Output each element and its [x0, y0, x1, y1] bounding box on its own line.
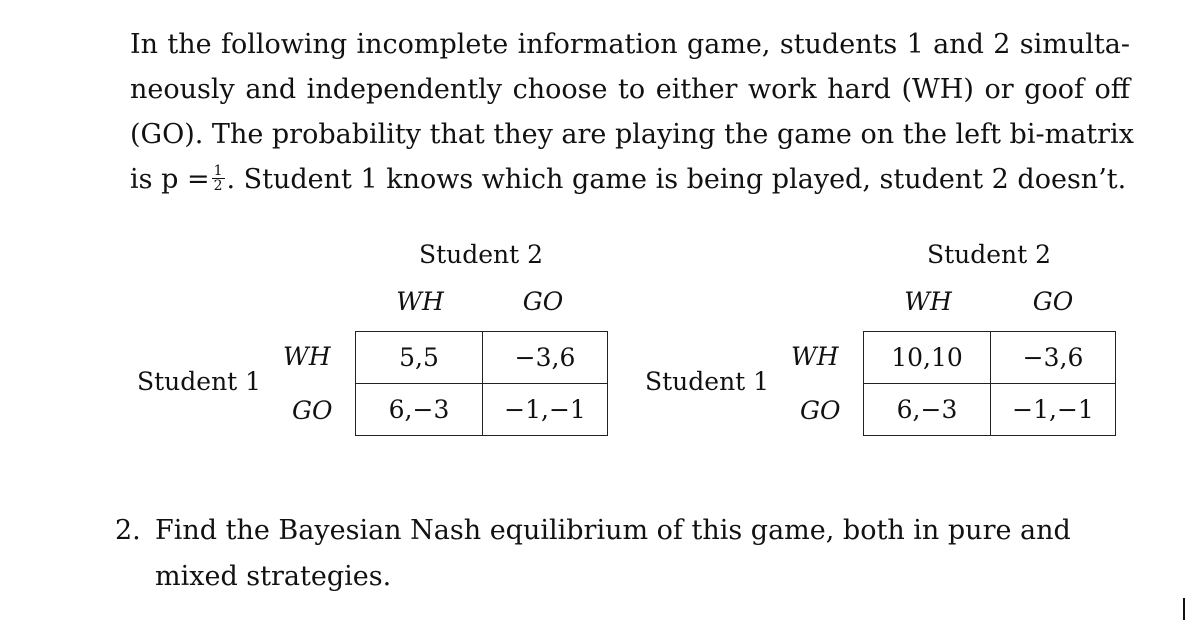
right-matrix-row-go	[864, 384, 1116, 436]
question-number: 2.	[115, 515, 141, 546]
intro-line-1: In the following incomplete information game, students 1 and 2 simulta-	[130, 29, 1130, 60]
intro-line-2: neously and independently choose to either work hard (WH) or goof off	[130, 74, 1130, 105]
intro-line-4-prefix: is p =	[130, 164, 210, 195]
right-payoff-go-go: −1,−1	[991, 384, 1116, 436]
left-row-strategy-wh: WH	[283, 342, 331, 371]
question-line-1: Find the Bayesian Nash equilibrium of this game, both in pure and	[155, 515, 1071, 546]
left-matrix-row-wh	[356, 332, 608, 384]
intro-line-4-suffix: . Student 1 knows which game is being played, student 2 doesn’t.	[226, 164, 1127, 195]
probability-fraction	[212, 164, 225, 193]
right-matrix-row-wh	[864, 332, 1116, 384]
text-cursor	[1183, 598, 1185, 620]
left-col-player-label: Student 2	[418, 240, 544, 269]
left-col-strategy-wh: WH	[396, 287, 444, 316]
right-col-player-label: Student 2	[926, 240, 1052, 269]
fraction-denominator: 2	[213, 178, 223, 194]
right-payoff-wh-wh: 10,10	[864, 332, 991, 384]
left-payoff-go-go: −1,−1	[483, 384, 608, 436]
left-col-strategy-go: GO	[522, 287, 564, 316]
left-payoff-go-wh: 6,−3	[356, 384, 483, 436]
intro-line-4	[130, 157, 1130, 202]
left-row-player-label: Student 1	[137, 367, 262, 396]
question-line-2: mixed strategies.	[155, 561, 392, 592]
right-col-strategy-wh: WH	[904, 287, 952, 316]
right-col-strategy-go: GO	[1032, 287, 1074, 316]
left-payoff-wh-go: −3,6	[483, 332, 608, 384]
right-row-player-label: Student 1	[645, 367, 770, 396]
right-payoff-go-wh: 6,−3	[864, 384, 991, 436]
left-matrix-row-go	[356, 384, 608, 436]
left-payoff-matrix	[355, 331, 608, 436]
right-payoff-matrix	[863, 331, 1116, 436]
fraction-numerator: 1	[213, 163, 223, 179]
intro-line-3: (GO). The probability that they are playing the game on the left bi-matrix	[130, 119, 1134, 150]
right-row-strategy-wh: WH	[791, 342, 839, 371]
left-row-strategy-go: GO	[292, 396, 333, 425]
right-payoff-wh-go: −3,6	[991, 332, 1116, 384]
right-row-strategy-go: GO	[800, 396, 841, 425]
question-2	[115, 508, 1071, 600]
problem-statement	[130, 22, 1134, 202]
left-payoff-wh-wh: 5,5	[356, 332, 483, 384]
